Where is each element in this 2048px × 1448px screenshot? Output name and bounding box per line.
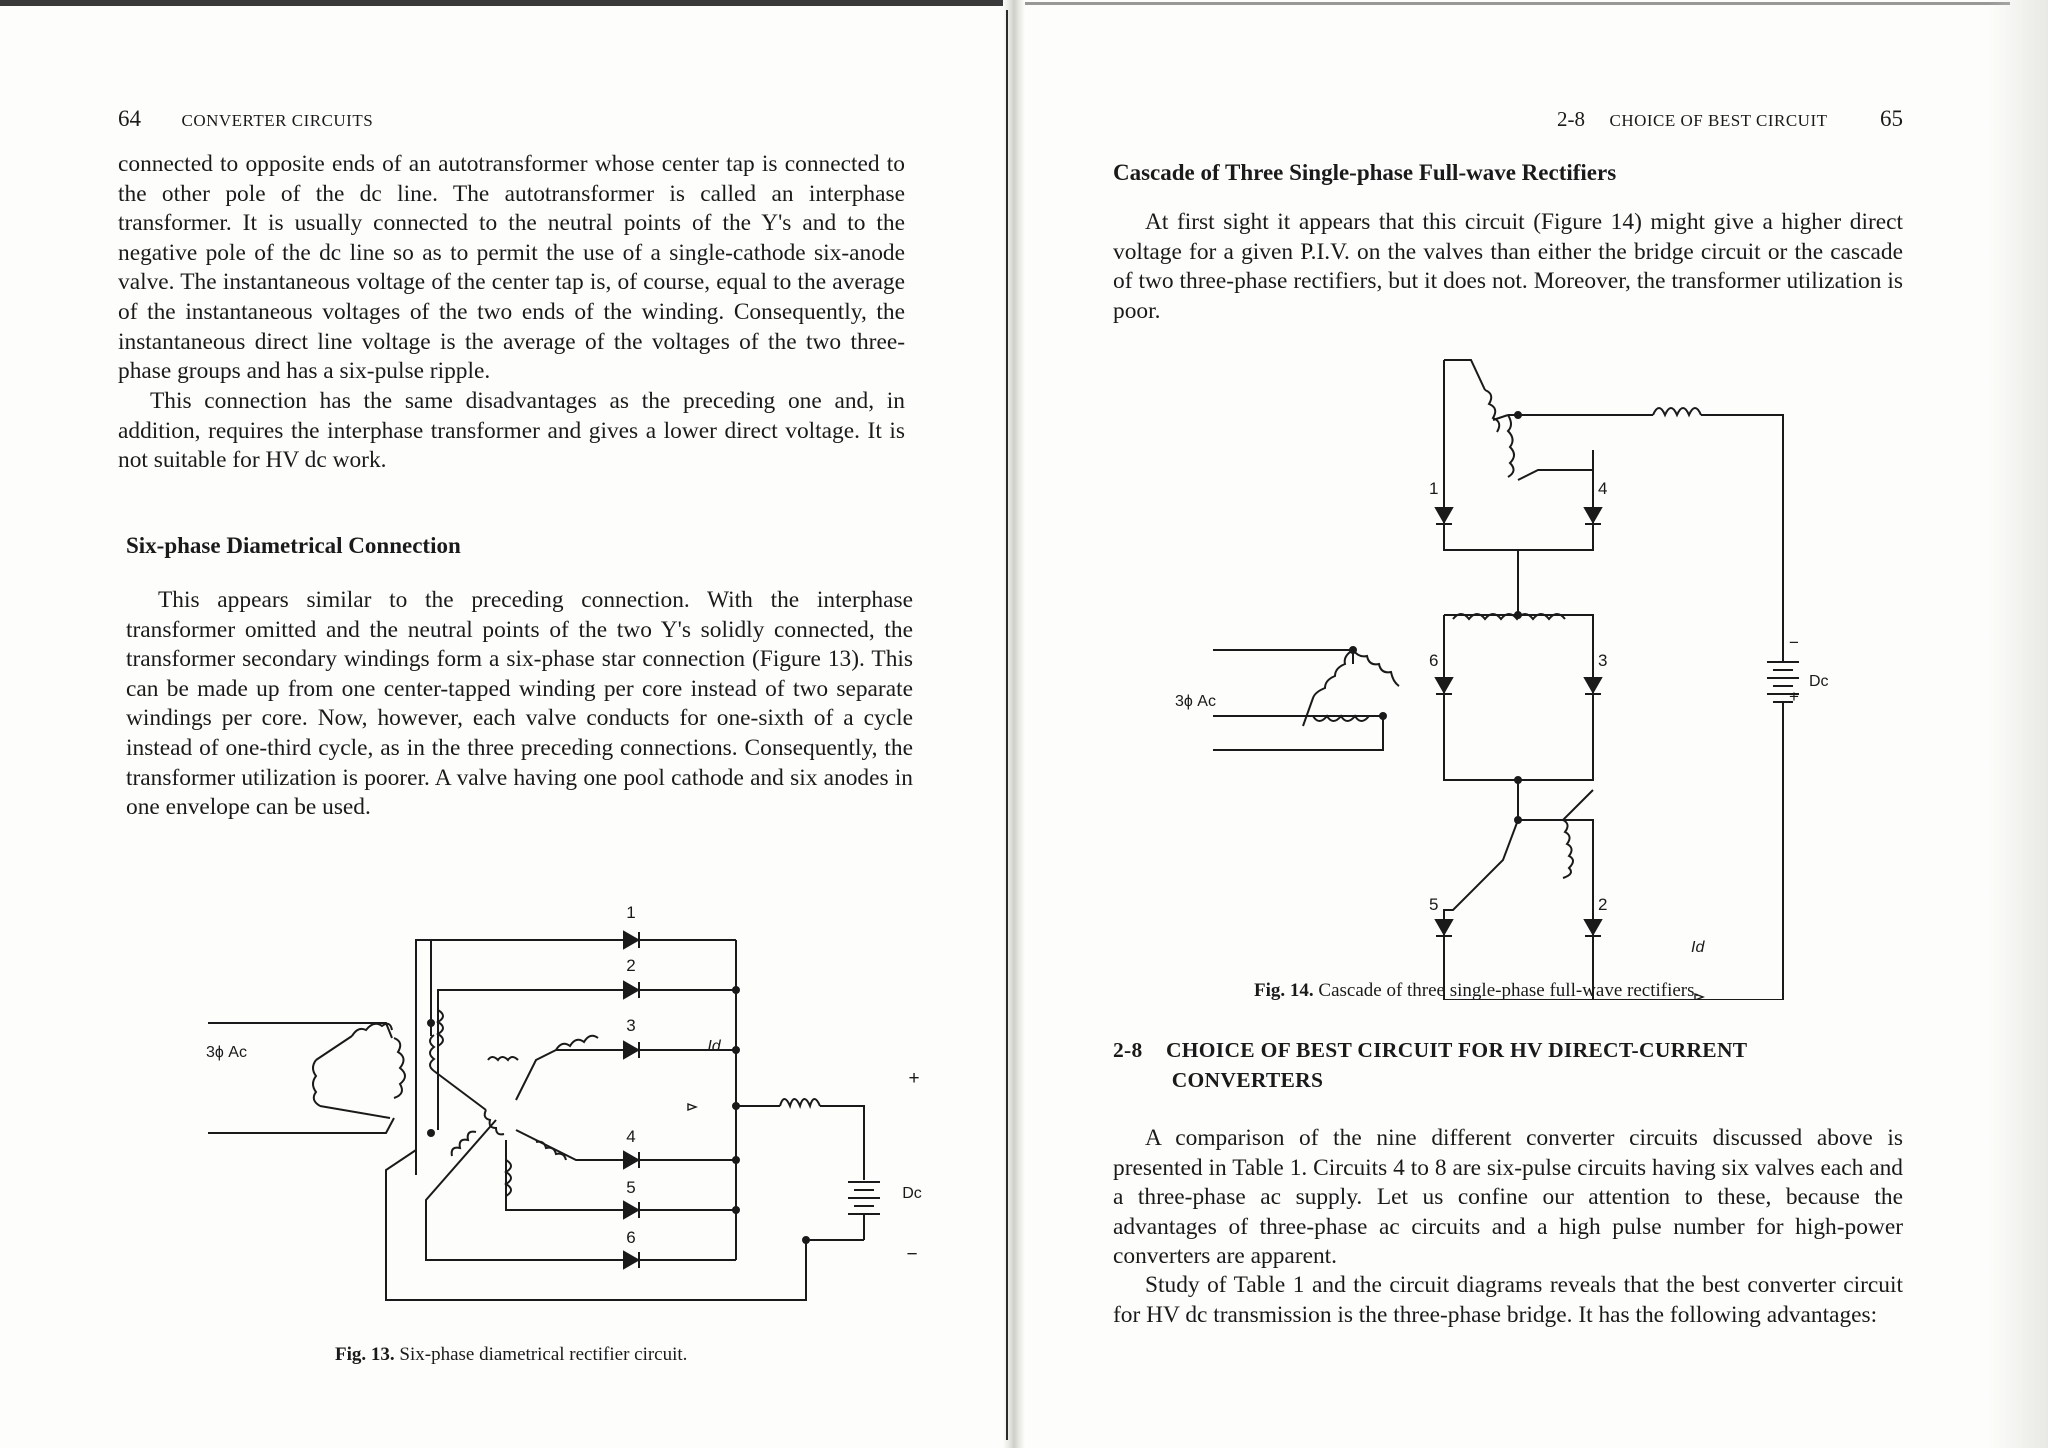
figure-13-circuit (176, 860, 936, 1380)
smoothing-reactor (780, 1099, 820, 1106)
right-paragraph-1: At first sight it appears that this circuit (Figure 14) might give a higher direct voltage for a given P.I.V. on the valves than either the bridge circuit or the cascade of two three-phase rectifiers, but it does not. Moreover, the transformer utilization is poor. (1113, 209, 1903, 324)
valve-label-2: 2 (626, 956, 636, 975)
ac-line-bottom (208, 1118, 394, 1133)
left-paragraph-3: This appears similar to the preceding connection. With the interphase transformer omitted and the neutral points of the two Y's solidly connected, the transformer secondary windings form a six-phase star connection (Figure 13). This can be made up from one center-tapped winding per core instead of two separate windings per core. Now, however, each valve conducts for one-sixth of a cycle instead of one-third cycle, as in the three preceding connections. Consequently, the transformer utilization is poorer. A valve having one pool cathode and six anodes in one envelope can be used. (126, 587, 913, 821)
page-edge-shadow (1988, 0, 2048, 1448)
chapter-heading-line-1: CHOICE OF BEST CIRCUIT FOR HV DIRECT-CURRENT (1165, 1038, 1748, 1062)
current-label: Id (1691, 939, 1705, 956)
valve-1 (1436, 508, 1452, 524)
ac-delta-winding-left (313, 1060, 320, 1106)
chapter-heading-line-2: CONVERTERS (1171, 1068, 1324, 1092)
dc-label: Dc (902, 1185, 922, 1202)
fig14-reactor (1653, 408, 1701, 415)
valve-label-1: 1 (626, 903, 636, 922)
figure-13-caption (335, 1344, 687, 1366)
figure-14-circuit (1113, 340, 1903, 1000)
valve-1 (624, 932, 639, 948)
dc-minus-label: − (1789, 633, 1799, 652)
valve-5 (624, 1202, 639, 1218)
valve-6 (1436, 678, 1452, 694)
gutter-line (1006, 10, 1008, 1440)
valve-3 (624, 1042, 639, 1058)
bottom-winding (1563, 820, 1573, 878)
figure-14-caption (1254, 980, 1699, 1002)
figure-13-caption-text: Six-phase diametrical rectifier circuit. (399, 1344, 688, 1365)
right-paragraph-2: A comparison of the nine different converter circuits discussed above is presented in Table 1. Circuits 4 to 8 are six-pulse circuits having six valves each and a three-phase ac supply. Let us confine our attention to these, because the advantages of three-phase ac circuits and a high pulse number for high-power converters are apparent. (1113, 1125, 1903, 1270)
left-paragraph-1: connected to opposite ends of an autotransformer whose center tap is connected to the other pole of the dc line. The autotransformer is called an interphase transformer. It is usually connected to the neutral points of the Y's and to the negative pole of the dc line so as to permit the use of a single-cathode six-anode valve. The instantaneous voltage of the center tap is, of course, equal to the average of the instantaneous voltages of the two ends of the winding. Consequently, the instantaneous direct line voltage is the average of the voltages of the two three-phase groups and has a six-pulse ripple. (118, 151, 905, 385)
ac-delta-left (1303, 650, 1353, 726)
ac-source-label: 3ϕ Ac (1175, 693, 1216, 710)
valve-4 (624, 1152, 639, 1168)
valve-label-5: 5 (626, 1178, 636, 1197)
dc-label: Dc (1809, 673, 1829, 690)
ac-line-top (208, 1023, 392, 1038)
valve-label-4: 4 (626, 1127, 636, 1146)
valve-label-3: 3 (626, 1016, 636, 1035)
right-running-title: CHOICE OF BEST CIRCUIT (1609, 111, 1828, 130)
valve-2 (624, 982, 639, 998)
ac-delta-winding-right (394, 1038, 405, 1098)
left-paragraph-2: This connection has the same disadvantages as the preceding one and, in addition, requires the interphase transformer and gives a lower direct voltage. It is not suitable for HV dc work. (118, 388, 905, 474)
figure-13-caption-number: Fig. 13. (335, 1344, 395, 1365)
right-running-head (1557, 106, 1903, 132)
valve-label-5: 5 (1429, 895, 1439, 914)
chapter-heading-number: 2-8 (1113, 1038, 1143, 1062)
scan-top-edge (0, 0, 1010, 6)
valve-label-2: 2 (1598, 895, 1608, 914)
chapter-heading (1113, 1035, 1903, 1095)
valve-label-6: 6 (1429, 651, 1439, 670)
dc-plus-label: + (1789, 687, 1799, 706)
valve-2 (1585, 920, 1601, 936)
left-page-number: 64 (118, 106, 141, 131)
current-label: Id (707, 1038, 721, 1055)
scan-top-edge-right (1010, 2, 2010, 5)
valve-5 (1436, 920, 1452, 936)
valve-3 (1585, 678, 1601, 694)
right-page-number: 65 (1880, 106, 1903, 131)
valve-label-3: 3 (1598, 651, 1608, 670)
left-running-title: CONVERTER CIRCUITS (181, 111, 374, 130)
valve-4 (1585, 508, 1601, 524)
valve-label-1: 1 (1429, 479, 1439, 498)
top-winding-lower (1508, 415, 1514, 477)
right-paragraph-3: Study of Table 1 and the circuit diagrams reveals that the best converter circuit for HV dc transmission is the three-phase bridge. It has the following advantages: (1113, 1272, 1903, 1328)
valve-6 (624, 1252, 639, 1268)
right-running-section: 2-8 (1556, 107, 1585, 131)
dc-minus-label: − (906, 1244, 918, 1265)
figure-14-caption-number: Fig. 14. (1254, 980, 1314, 1001)
winding-upper-left (430, 1035, 434, 1071)
right-section-heading: Cascade of Three Single-phase Full-wave Rectifiers (1113, 160, 1617, 185)
left-section-heading: Six-phase Diametrical Connection (126, 533, 461, 558)
dc-plus-label: + (908, 1068, 920, 1089)
valve-label-6: 6 (626, 1228, 636, 1247)
left-running-head (118, 106, 373, 132)
figure-14-caption-text: Cascade of three single-phase full-wave rectifiers. (1318, 980, 1700, 1001)
valve-label-4: 4 (1598, 479, 1608, 498)
top-winding-upper (1485, 390, 1499, 432)
ac-source-label: 3ϕ Ac (206, 1044, 247, 1061)
